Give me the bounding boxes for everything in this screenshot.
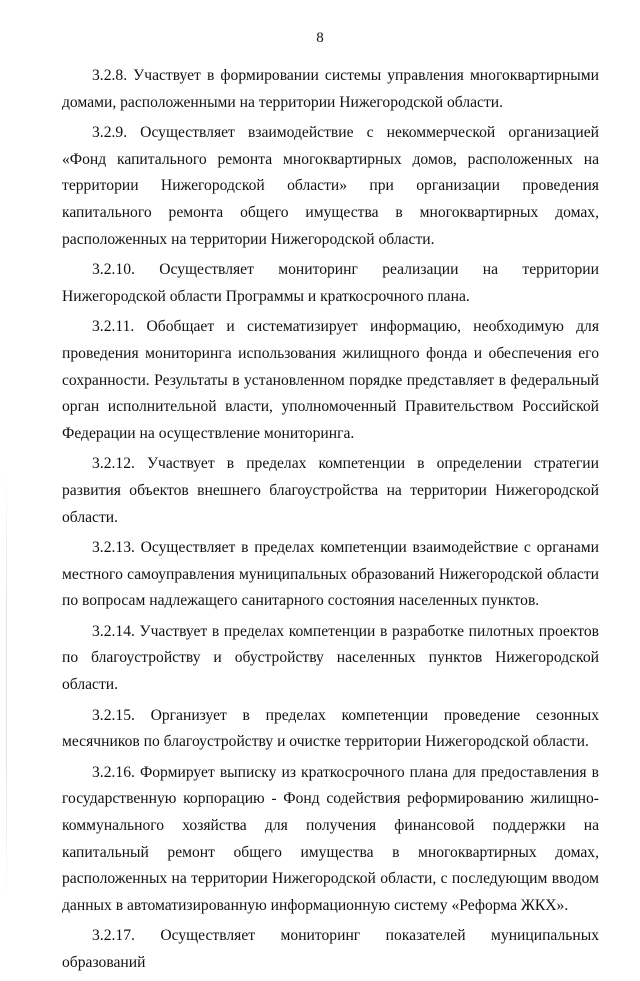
document-body (62, 63, 599, 981)
paragraph-3-2-12: 3.2.12. Участвует в пределах компетенции в определении стратегии развития объектов внешнего благоустройства на территории Нижегородской области. (62, 455, 599, 526)
paragraph-3-2-15: 3.2.15. Организует в пределах компетенции проведение сезонных месячников по благоустройству и очистке территории Нижегородской области. (62, 706, 599, 751)
paragraph-3-2-16: 3.2.16. Формирует выписку из краткосрочного плана для предоставления в государственную корпорацию - Фонд содействия реформированию жилищно-коммунального хозяйства для получения финансовой поддержки на капитальный ремонт общего имущества в многоквартирных домах, расположенных на территории Нижегородской области, с последующим вводом данных в автоматизированную информационную систему «Реформа ЖКХ». (62, 763, 599, 914)
paragraph-3-2-14: 3.2.14. Участвует в пределах компетенции в разработке пилотных проектов по благоустройству и обустройству населенных пунктов Нижегородской области. (62, 622, 599, 694)
paragraph-3-2-9: 3.2.9. Осуществляет взаимодействие с некоммерческой организацией «Фонд капитального ремонта многоквартирных домов, расположенных на территории Нижегородской области» при организации проведения капитального ремонта общего имущества в многоквартирных домах, расположенных на территории Нижегородской области. (62, 124, 599, 248)
paragraph-3-2-10: 3.2.10. Осуществляет мониторинг реализации на территории Нижегородской области Программы и краткосрочного плана. (62, 261, 599, 305)
scan-edge-line (6, 470, 7, 900)
paragraph-3-2-17: 3.2.17. Осуществляет мониторинг показателей муниципальных образований (62, 927, 599, 971)
paragraph-3-2-11: 3.2.11. Обобщает и систематизирует информацию, необходимую для проведения мониторинга использования жилищного фонда и обеспечения его сохранности. Результаты в установленном порядке представляет в федеральный орган исполнительной власти, уполномоченный Правительством Российской Федерации на осуществление мониторинга. (62, 318, 599, 442)
page-number: 8 (316, 30, 324, 46)
paragraph-3-2-13: 3.2.13. Осуществляет в пределах компетенции взаимодействие с органами местного самоуправления муниципальных образований Нижегородской области по вопросам надлежащего санитарного состояния населенных пунктов. (62, 539, 599, 610)
paragraph-3-2-8: 3.2.8. Участвует в формировании системы управления многоквартирными домами, расположенными на территории Нижегородской области. (62, 67, 599, 111)
